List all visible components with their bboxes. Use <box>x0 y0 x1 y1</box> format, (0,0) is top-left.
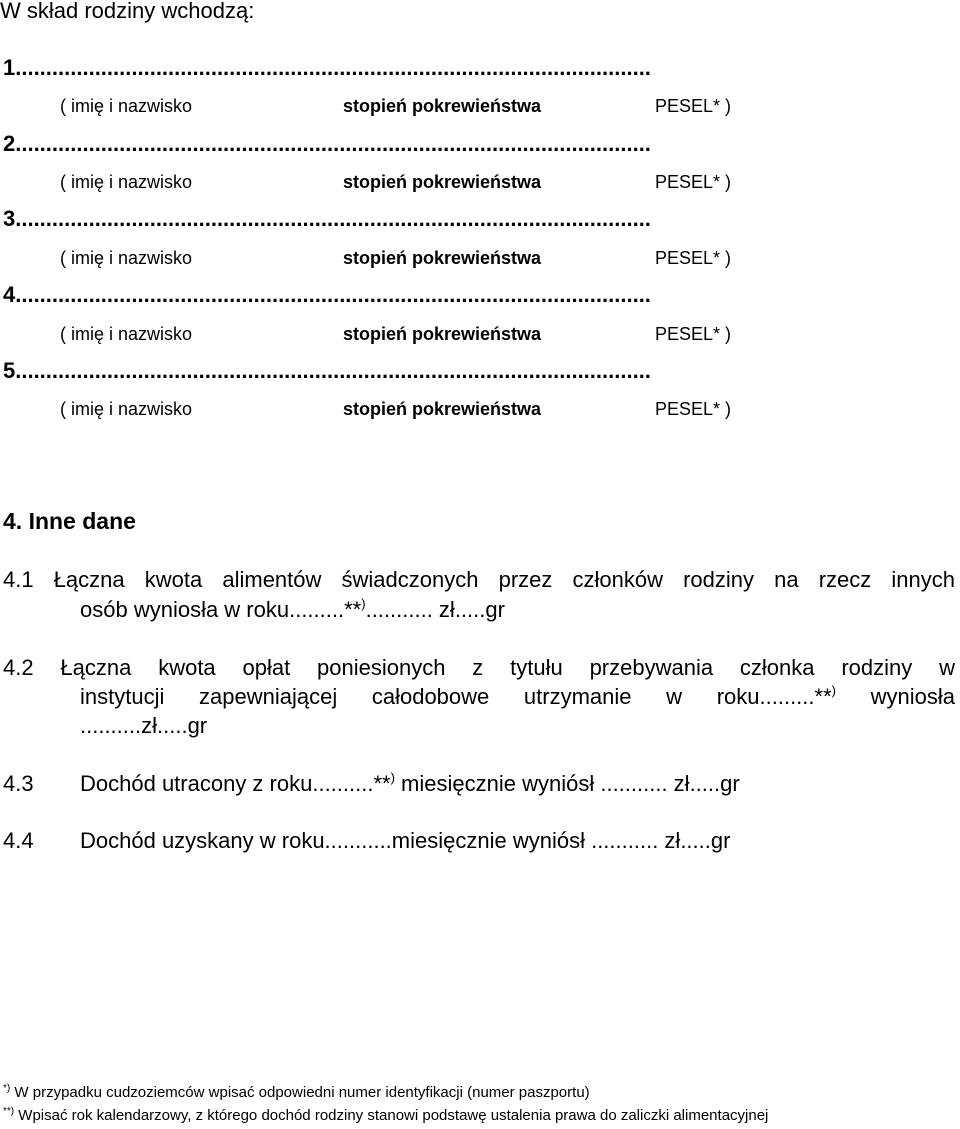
member-name-label-1: ( imię i nazwisko <box>60 96 193 116</box>
member-name-label-5: ( imię i nazwisko <box>60 399 193 419</box>
footnote-2: **) Wpisać rok kalendarzowy, z którego dochód rodziny stanowi podstawę ustalenia prawa do zaliczki alimentacyjnej <box>3 1106 769 1124</box>
footnote-ref: ) <box>831 683 836 698</box>
footnote-mark-1: *) <box>3 1083 11 1094</box>
footnote-1: *) W przypadku cudzoziemców wpisać odpowiedni numer identyfikacji (numer paszportu) <box>3 1083 590 1101</box>
member-pesel-label-3: PESEL* ) <box>655 248 732 268</box>
paragraph-4-2-line-1: 4.2 Łączna kwota opłat poniesionych z tytułu przebywania członka rodziny w <box>3 655 955 680</box>
paragraph-4-4-number: 4.4 <box>3 828 34 853</box>
footnote-ref: ) <box>361 596 366 611</box>
member-relation-label-5: stopień pokrewieństwa <box>343 399 542 419</box>
member-pesel-label-4: PESEL* ) <box>655 324 732 344</box>
member-pesel-label-5: PESEL* ) <box>655 399 732 419</box>
paragraph-4-1-line-2: osób wyniosła w roku.........**)........... zł.....gr <box>80 596 505 622</box>
member-pesel-label-2: PESEL* ) <box>655 172 732 192</box>
member-relation-label-1: stopień pokrewieństwa <box>343 96 542 116</box>
paragraph-4-3-number: 4.3 <box>3 771 34 796</box>
member-line-4: 4........................................................................................................ <box>3 282 651 307</box>
footnote-mark-2: **) <box>3 1106 15 1117</box>
intro-text: W skład rodziny wchodzą: <box>0 0 255 23</box>
member-relation-label-3: stopień pokrewieństwa <box>343 248 542 268</box>
paragraph-4-3-text: Dochód utracony z roku..........**) miesięcznie wyniósł ........... zł.....gr <box>80 770 740 796</box>
paragraph-4-2-line-3: ..........zł.....gr <box>80 713 208 738</box>
section-title: 4. Inne dane <box>3 508 136 534</box>
member-pesel-label-1: PESEL* ) <box>655 96 732 116</box>
member-name-label-3: ( imię i nazwisko <box>60 248 193 268</box>
member-line-5: 5........................................................................................................ <box>3 358 651 383</box>
member-name-label-2: ( imię i nazwisko <box>60 172 193 192</box>
member-line-2: 2........................................................................................................ <box>3 131 651 156</box>
member-name-label-4: ( imię i nazwisko <box>60 324 193 344</box>
paragraph-4-2-line-2: instytucji zapewniającej całodobowe utrzymanie w roku.........**) wyniosła <box>80 683 956 709</box>
paragraph-4-4-text: Dochód uzyskany w roku...........miesięcznie wyniósł ........... zł.....gr <box>80 828 731 853</box>
member-relation-label-4: stopień pokrewieństwa <box>343 324 542 344</box>
paragraph-4-1-line-1: 4.1 Łączna kwota alimentów świadczonych przez członków rodziny na rzecz innych <box>3 567 955 592</box>
member-line-3: 3........................................................................................................ <box>3 206 651 231</box>
member-line-1: 1........................................................................................................ <box>3 55 651 80</box>
member-relation-label-2: stopień pokrewieństwa <box>343 172 542 192</box>
footnote-ref: ) <box>390 770 395 785</box>
